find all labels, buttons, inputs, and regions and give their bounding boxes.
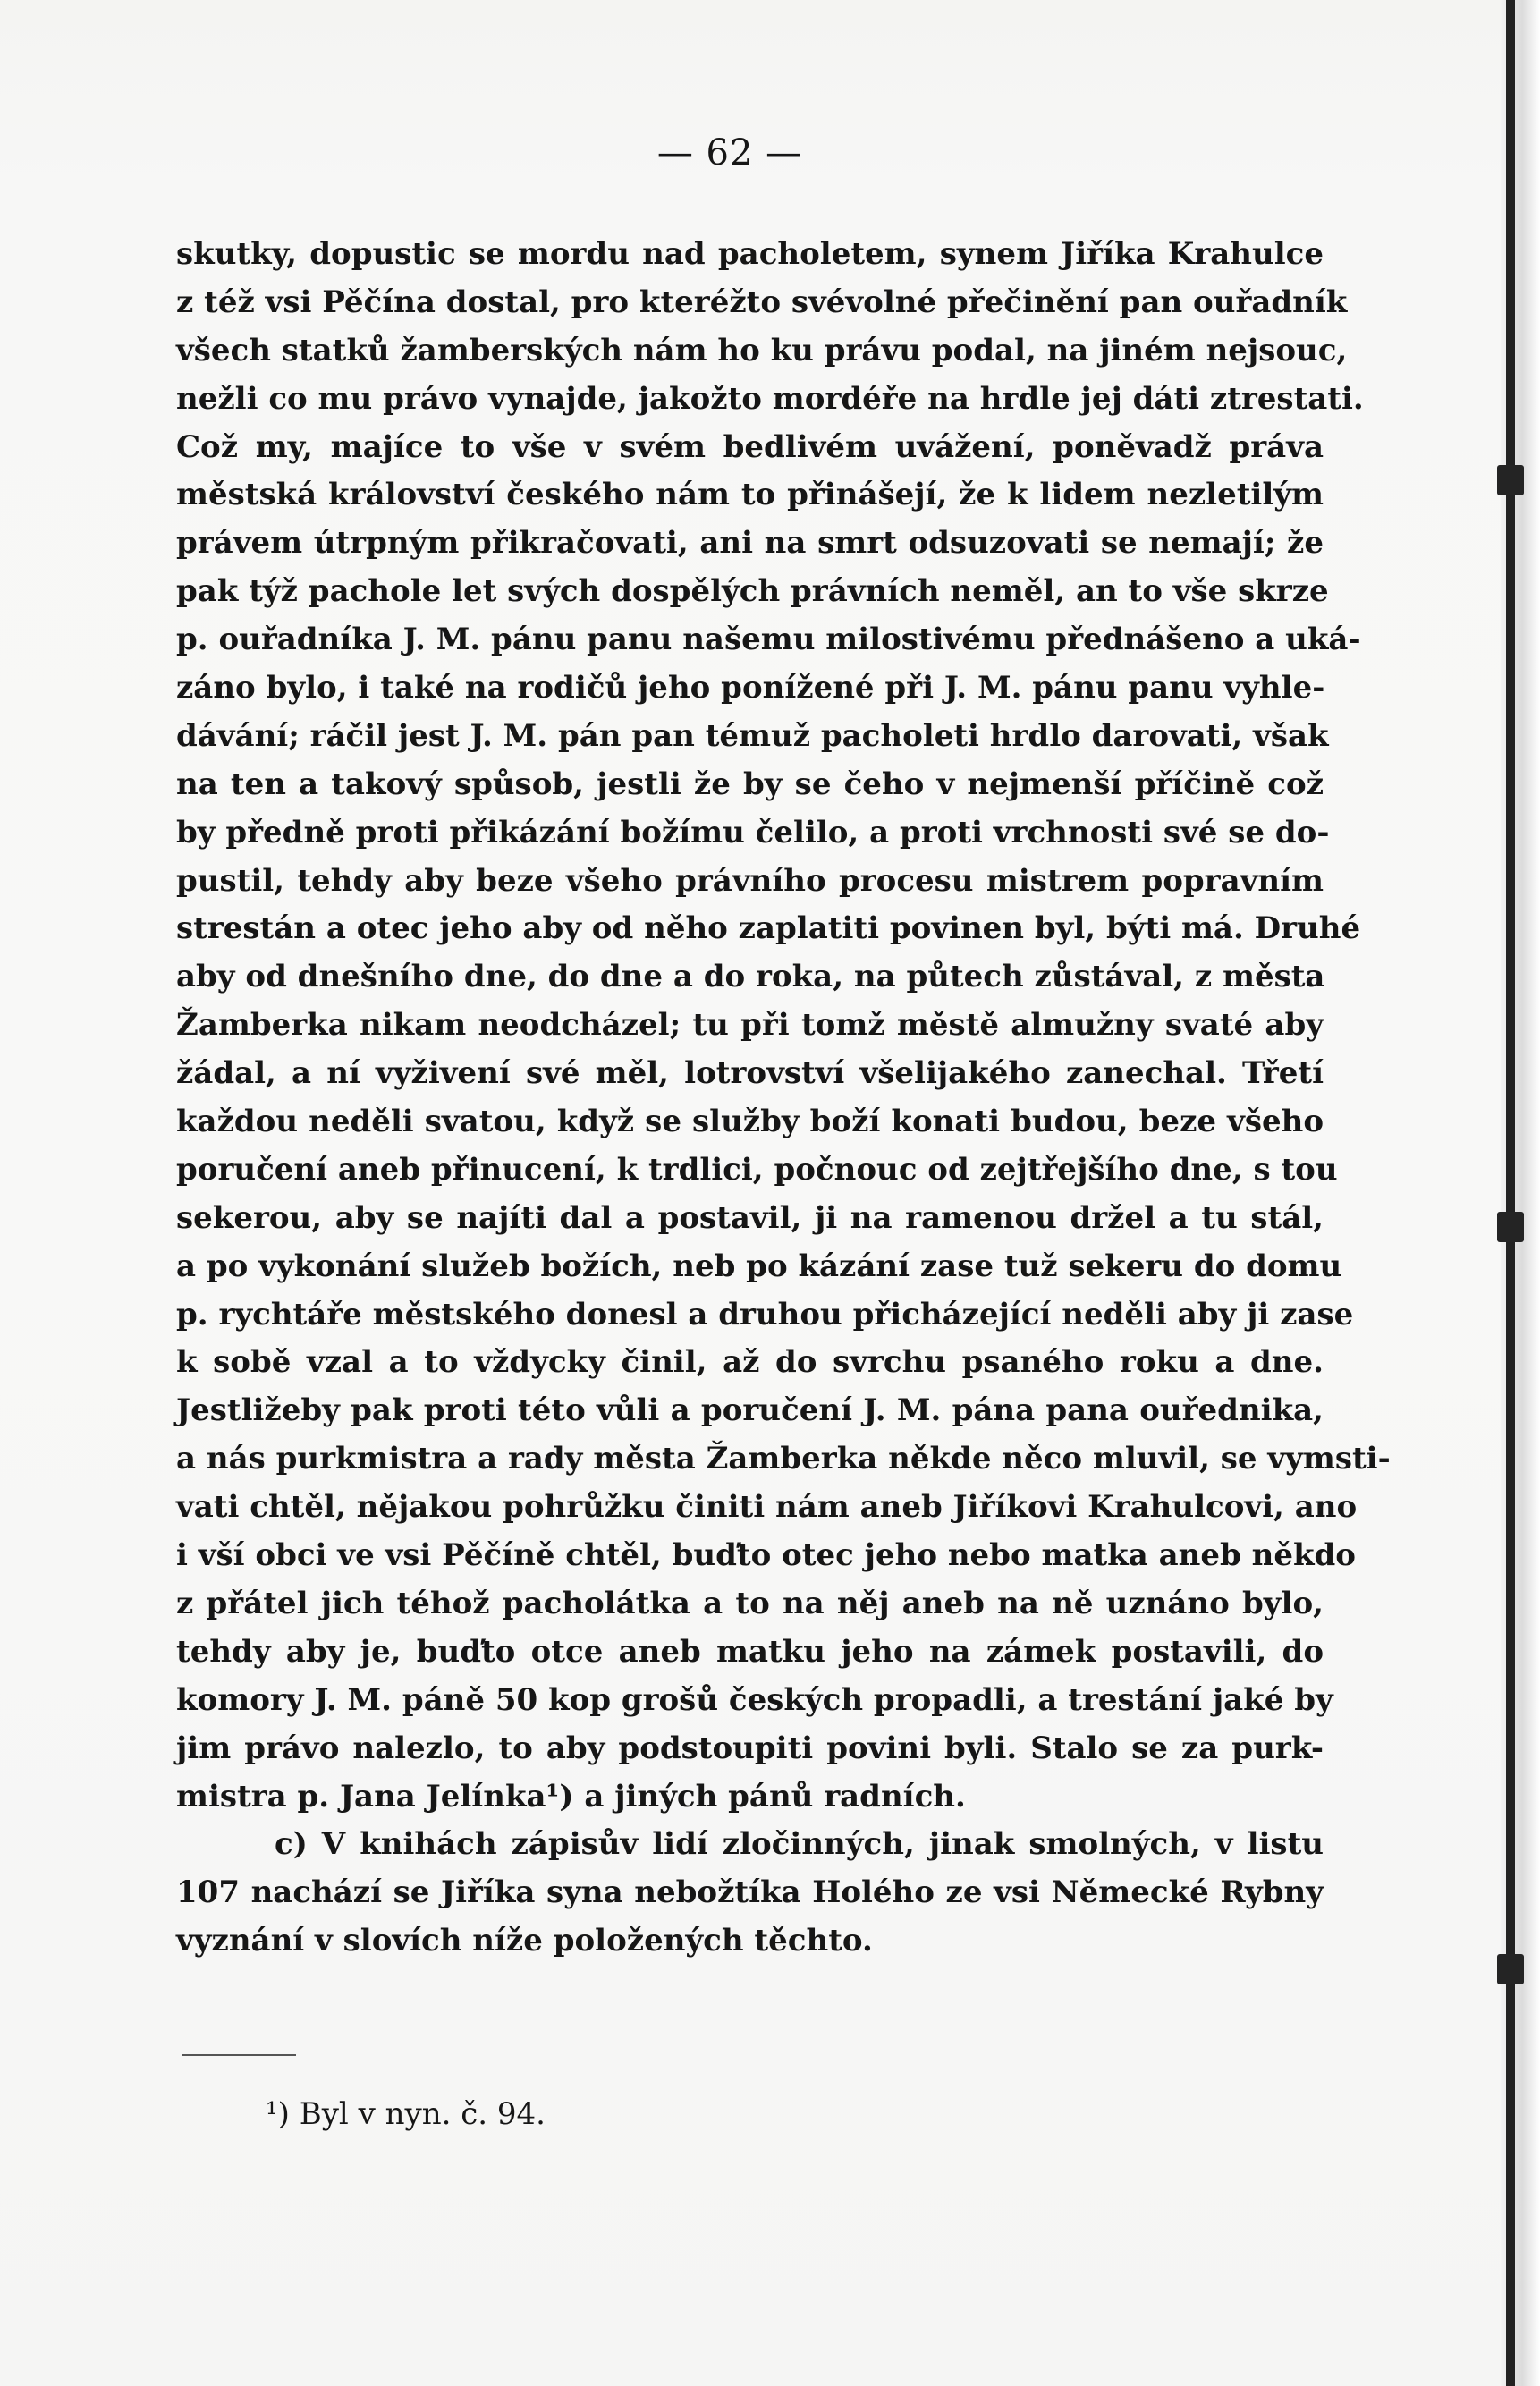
text-line: poručení aneb přinucení, k trdlici, počnouc od zejtřejšího dne, s tou [176,1151,1338,1188]
text-line: jim právo nalezlo, to aby podstoupiti povini byli. Stalo se za purk- [176,1730,1324,1766]
text-line: tehdy aby je, buďto otce aneb matku jeho na zámek postavili, do [176,1633,1324,1670]
text-line: mistra p. Jana Jelínka¹) a jiných pánů radních. [176,1778,966,1815]
scan-edge-mark [1497,1212,1524,1242]
scan-edge-mark [1497,465,1524,495]
text-line: 107 nachází se Jiříka syna nebožtíka Holého ze vsi Německé Rybny [176,1874,1324,1911]
footnote: ¹) Byl v nyn. č. 94. [266,2096,546,2132]
text-line: a po vykonání služeb božích, neb po kázání zase tuž sekeru do domu [176,1248,1342,1284]
text-line: všech statků žamberských nám ho ku právu podal, na jiném nejsouc, [176,332,1348,368]
body-text [176,231,1391,1966]
scan-edge-line [1506,0,1515,2386]
text-line: vati chtěl, nějakou pohrůžku činiti nám aneb Jiříkovi Krahulcovi, ano [176,1489,1358,1526]
text-line: z přátel jich téhož pacholátka a to na něj aneb na ně uznáno bylo, [176,1585,1324,1621]
text-line: pak týž pachole let svých dospělých právních neměl, an to vše skrze [176,573,1329,610]
footnote-separator [182,2054,296,2056]
text-line: Jestližeby pak proti této vůli a poručení J. M. pána pana ouřednika, [176,1392,1324,1429]
text-line: z též vsi Pěčína dostal, pro kteréžto svévolné přečinění pan ouřadník [176,283,1348,320]
text-line: sekerou, aby se najíti dal a postavil, ji na ramenou držel a tu stál, [176,1199,1324,1236]
text-line: k sobě vzal a to vždycky činil, až do svrchu psaného roku a dne. [176,1344,1324,1381]
text-line: p. ouřadníka J. M. pánu panu našemu milostivému přednášeno a uká- [176,622,1361,658]
text-line: Žamberka nikam neodcházel; tu při tomž městě almužny svaté aby [176,1007,1324,1044]
text-line: p. rychtáře městského donesl a druhou přicházející neděli aby ji zase [176,1296,1354,1333]
text-line: i vší obci ve vsi Pěčíně chtěl, buďto otec jeho nebo matka aneb někdo [176,1537,1356,1574]
text-line: strestán a otec jeho aby od něho zaplatiti povinen byl, býti má. Druhé [176,910,1361,947]
text-line: pustil, tehdy aby beze všeho právního procesu mistrem popravním [176,862,1324,899]
text-line: městská království českého nám to přinášejí, že k lidem nezletilým [176,477,1324,513]
text-line: a nás purkmistra a rady města Žamberka někde něco mluvil, se vymsti- [176,1441,1391,1477]
text-line: by předně proti přikázání božímu čelilo, a proti vrchnosti své se do- [176,814,1330,850]
text-line: aby od dnešního dne, do dne a do roka, na půtech zůstával, z města [176,959,1325,995]
text-line: dávání; ráčil jest J. M. pán pan témuž pacholeti hrdlo darovati, však [176,717,1329,754]
text-line: záno bylo, i také na rodičů jeho ponížené při J. M. pánu panu vyhle- [176,670,1325,706]
text-line: na ten a takový spůsob, jestli že by se čeho v nejmenší příčině což [176,766,1324,802]
text-line: každou neděli svatou, když se služby boží konati budou, beze všeho [176,1104,1324,1140]
text-line: žádal, a ní vyživení své měl, lotrovství všelijakého zanechal. Třetí [176,1055,1324,1092]
text-line: právem útrpným přikračovati, ani na smrt odsuzovati se nemají; že [176,525,1324,562]
scan-edge-mark [1497,1954,1524,1984]
text-line: vyznání v slovích níže položených těchto. [176,1923,873,1959]
text-line: c) V knihách zápisův lidí zločinných, jinak smolných, v listu [275,1826,1324,1863]
page-number: — 62 — [656,132,803,173]
text-line: skutky, dopustic se mordu nad pacholetem, synem Jiříka Krahulce [176,236,1324,272]
text-line: komory J. M. páně 50 kop grošů českých propadli, a trestání jaké by [176,1681,1333,1718]
text-line: nežli co mu právo vynajde, jakožto mordéře na hrdle jej dáti ztrestati. [176,380,1364,417]
text-line: Což my, majíce to vše v svém bedlivém uvážení, poněvadž práva [176,428,1324,465]
